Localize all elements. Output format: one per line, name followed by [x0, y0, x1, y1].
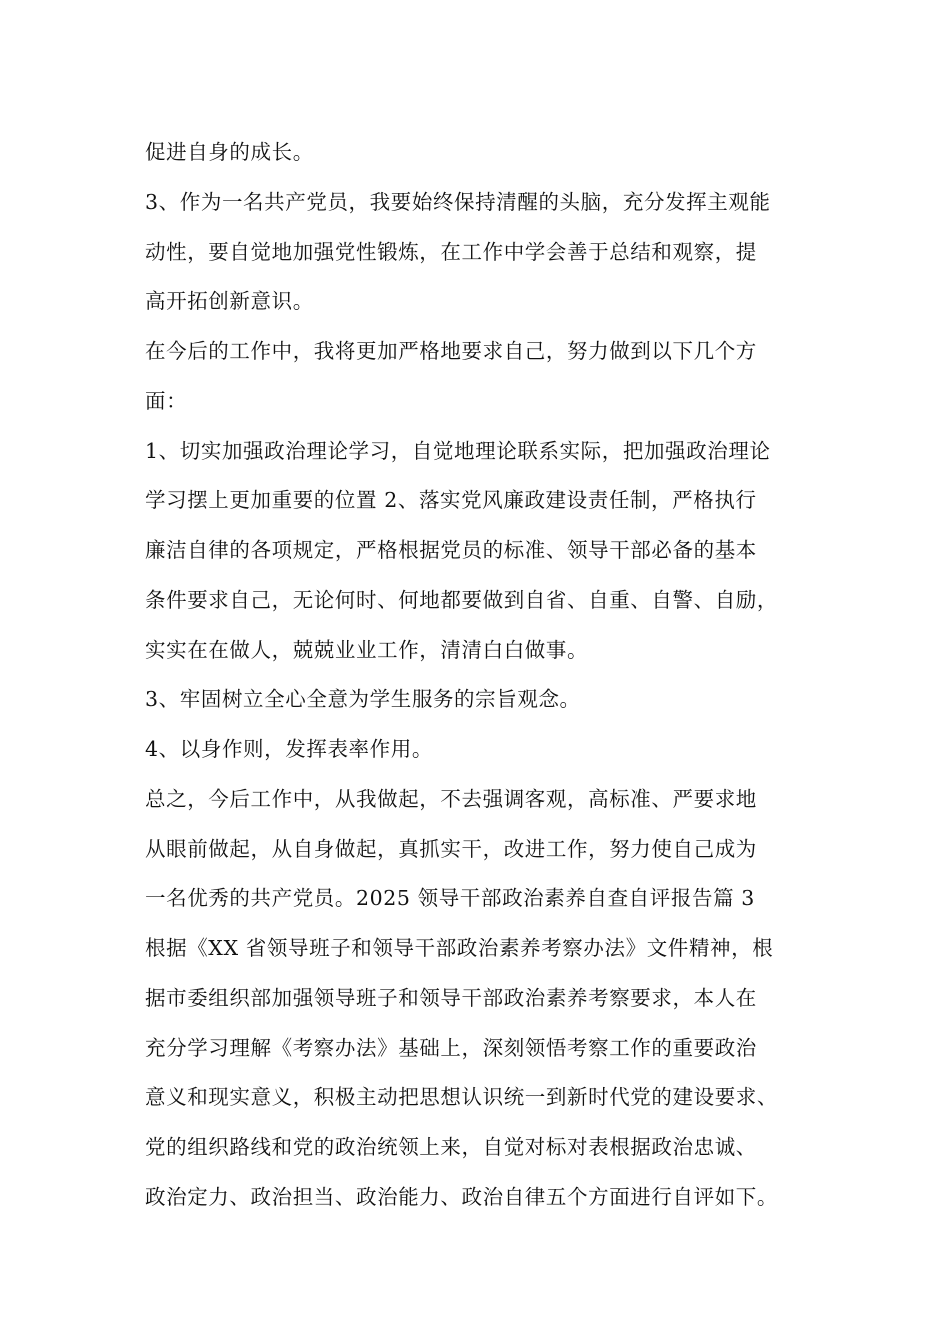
text-line: 学习摆上更加重要的位置 2、落实党风廉政建设责任制，严格执行: [145, 488, 757, 512]
text-line: 条件要求自己，无论何时、何地都要做到自省、自重、自警、自励，: [145, 588, 778, 612]
text-line: 面：: [145, 389, 188, 413]
text-line: 动性，要自觉地加强党性锻炼，在工作中学会善于总结和观察，提: [145, 240, 757, 264]
text-line: 从眼前做起，从自身做起，真抓实干，改进工作，努力使自己成为: [145, 837, 757, 861]
text-line: 3、作为一名共产党员，我要始终保持清醒的头脑，充分发挥主观能: [145, 190, 771, 214]
text-line: 据市委组织部加强领导班子和领导干部政治素养考察要求，本人在: [145, 986, 757, 1010]
text-line: 实实在在做人，兢兢业业工作，清清白白做事。: [145, 638, 589, 662]
text-line: 1、切实加强政治理论学习，自觉地理论联系实际，把加强政治理论: [145, 439, 771, 463]
text-line: 意义和现实意义，积极主动把思想认识统一到新时代党的建设要求、: [145, 1085, 778, 1109]
text-line: 高开拓创新意识。: [145, 289, 314, 313]
text-line: 政治定力、政治担当、政治能力、政治自律五个方面进行自评如下。: [145, 1185, 778, 1209]
text-line: 充分学习理解《考察办法》基础上，深刻领悟考察工作的重要政治: [145, 1036, 757, 1060]
text-line: 3、牢固树立全心全意为学生服务的宗旨观念。: [145, 687, 581, 711]
text-line: 廉洁自律的各项规定，严格根据党员的标准、领导干部必备的基本: [145, 538, 757, 562]
text-line: 在今后的工作中，我将更加严格地要求自己，努力做到以下几个方: [145, 339, 757, 363]
text-line: 总之，今后工作中，从我做起，不去强调客观，高标准、严要求地: [145, 787, 757, 811]
text-line: 一名优秀的共产党员。2025 领导干部政治素养自查自评报告篇 3: [145, 886, 755, 910]
text-line: 促进自身的成长。: [145, 140, 314, 164]
text-line: 4、以身作则，发挥表率作用。: [145, 737, 433, 761]
text-line: 党的组织路线和党的政治统领上来，自觉对标对表根据政治忠诚、: [145, 1135, 757, 1159]
text-line: 根据《XX 省领导班子和领导干部政治素养考察办法》文件精神，根: [145, 936, 774, 960]
